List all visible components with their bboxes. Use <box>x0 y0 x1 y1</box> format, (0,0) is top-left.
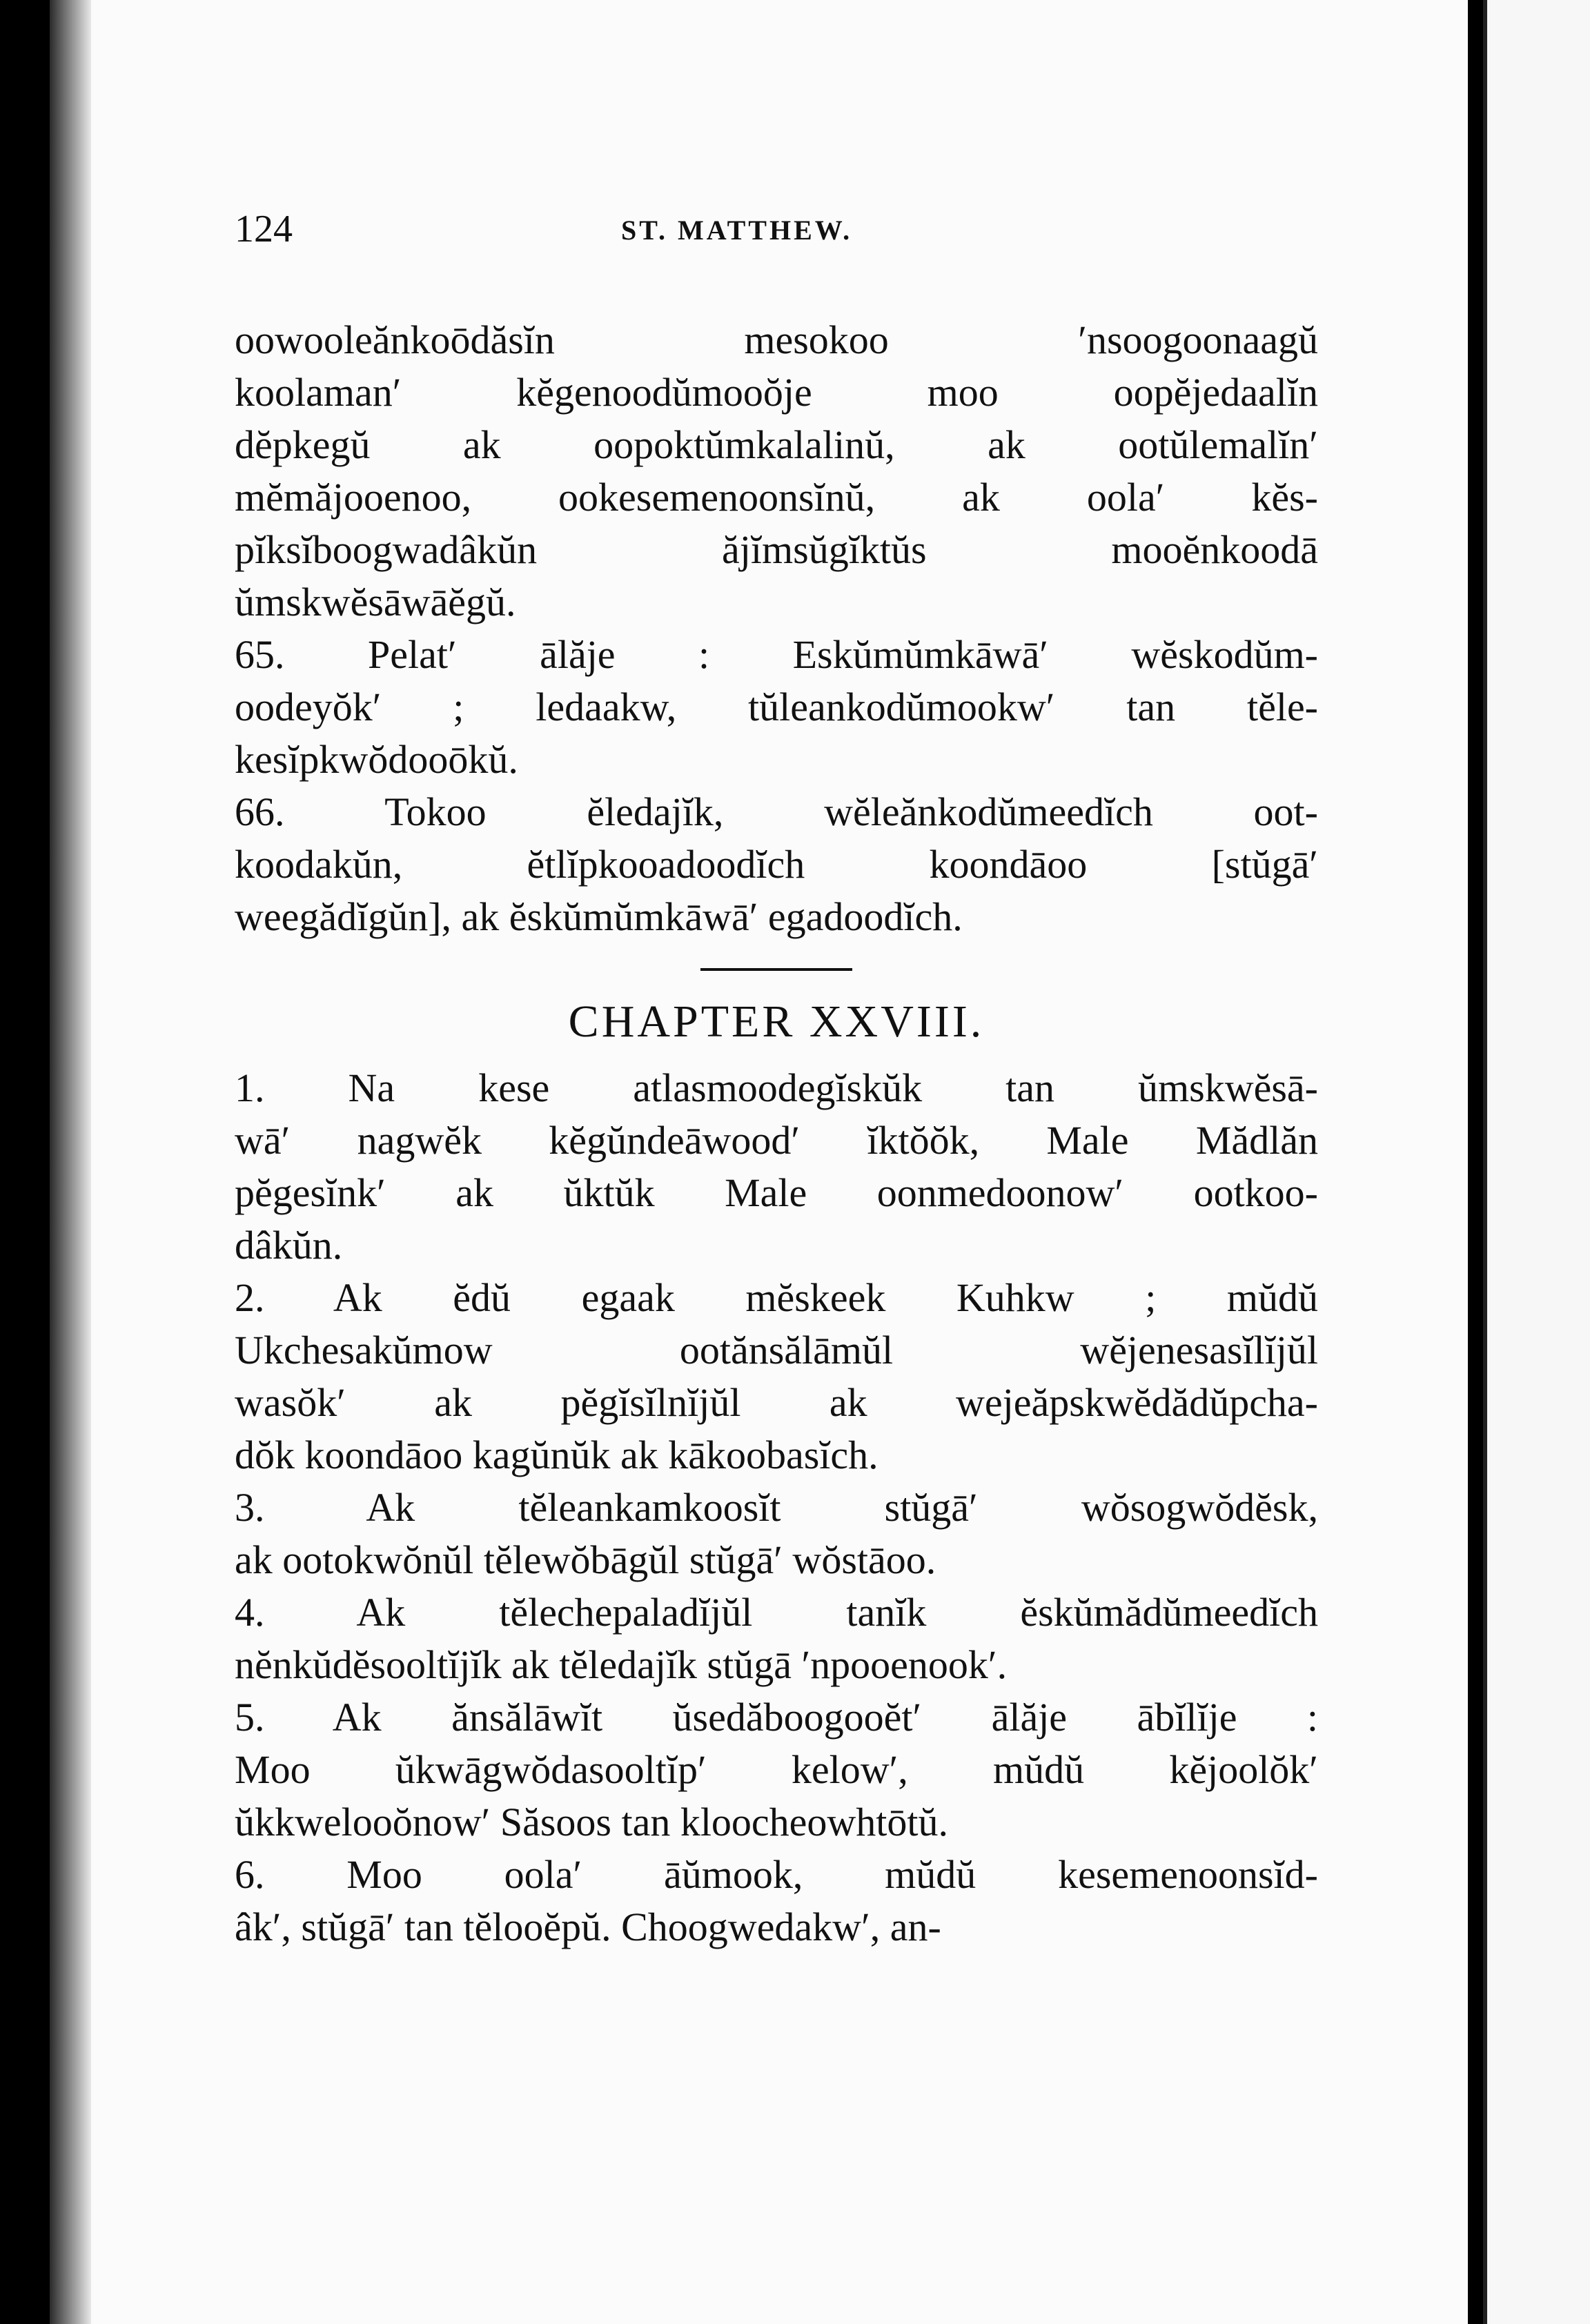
text-line: dŏk koondāoo kagŭnŭk ak kākoobasĭch. <box>235 1432 879 1477</box>
text-line: ŭkkwelooŏnow′ Săsoos tan kloocheowhtōtŭ. <box>235 1800 949 1844</box>
text-line: pĭksĭboogwadâkŭn ăjĭmsŭgĭktŭs mooĕnkoodā <box>235 527 1318 572</box>
next-page-edge <box>1483 0 1590 2324</box>
chapter-heading: CHAPTER XXVIII. <box>568 996 985 1047</box>
book-spine <box>50 0 91 2324</box>
text-line: 65. Pelat′ ālăje : Eskŭmŭmkāwā′ wĕskodŭm- <box>235 632 1318 677</box>
text-line: wā′ nagwĕk kĕgŭndeāwood′ ĭktŏŏk, Male Mădlăn <box>235 1118 1318 1163</box>
scan-left-edge <box>0 0 50 2324</box>
text-line: âk′, stŭgā′ tan tĕlooĕpŭ. Choogwedakw′, an- <box>235 1904 941 1949</box>
verses-after-chapter <box>235 1062 1318 1953</box>
text-line: Moo ŭkwāgwŏdasooltĭp′ kelow′, mŭdŭ kĕjoolŏk′ <box>235 1747 1318 1792</box>
running-head: ST. MATTHEW. <box>621 215 853 246</box>
page-body <box>235 314 1318 1953</box>
text-line: pĕgesĭnk′ ak ŭktŭk Male oonmedoonow′ ootkoo- <box>235 1170 1318 1215</box>
page-number: 124 <box>235 208 293 250</box>
text-line: ak ootokwŏnŭl tĕlewŏbāgŭl stŭgā′ wŏstāoo. <box>235 1537 936 1582</box>
text-line: koolaman′ kĕgenoodŭmooŏje moo oopĕjedaalĭn <box>235 370 1318 415</box>
text-line: 5. Ak ănsălāwĭt ŭsedăboogooĕt′ ālăje ābĭlĭje : <box>235 1695 1318 1740</box>
text-line: 3. Ak tĕleankamkoosĭt stŭgā′ wŏsogwŏdĕsk, <box>235 1485 1318 1530</box>
verses-before-chapter <box>235 314 1318 943</box>
text-line: oowooleănkoōdăsĭn mesokoo ′nsoogoonaagŭ <box>235 317 1318 362</box>
text-line: oodeyŏk′ ; ledaakw, tŭleankodŭmookw′ tan tĕle- <box>235 685 1318 729</box>
chapter-divider-rule <box>700 968 852 971</box>
text-line: 66. Tokoo ĕledajĭk, wĕleănkodŭmeedĭch oot- <box>235 789 1318 834</box>
text-line: nĕnkŭdĕsooltĭjĭk ak tĕledajĭk stŭgā ′npooenook′. <box>235 1642 1008 1687</box>
page-header <box>235 207 1325 262</box>
page-gutter <box>1468 0 1483 2324</box>
text-line: dĕpkegŭ ak oopoktŭmkalalinŭ, ak ootŭlemalĭn′ <box>235 422 1318 467</box>
text-line: ŭmskwĕsāwāĕgŭ. <box>235 580 516 624</box>
text-line: 6. Moo oola′ āŭmook, mŭdŭ kesemenoonsĭd- <box>235 1852 1318 1897</box>
text-line: 1. Na kese atlasmoodegĭskŭk tan ŭmskwĕsā- <box>235 1065 1318 1110</box>
text-line: wasŏk′ ak pĕgĭsĭlnĭjŭl ak wejeăpskwĕdădŭpcha- <box>235 1380 1318 1425</box>
text-line: weegădĭgŭn], ak ĕskŭmŭmkāwā′ egadoodĭch. <box>235 894 963 939</box>
text-line: 4. Ak tĕlechepaladĭjŭl tanĭk ĕskŭmădŭmeedĭch <box>235 1590 1318 1635</box>
text-line: kesĭpkwŏdooōkŭ. <box>235 737 518 782</box>
text-line: dâkŭn. <box>235 1223 343 1268</box>
text-line: Ukchesakŭmow ootănsălāmŭl wĕjenesasĭlĭjŭl <box>235 1328 1318 1372</box>
text-line: mĕmăjooenoo, ookesemenoonsĭnŭ, ak oola′ kĕs- <box>235 475 1318 520</box>
text-line: koodakŭn, ĕtlĭpkooadoodĭch koondāoo [stŭgā′ <box>235 842 1318 887</box>
text-line: 2. Ak ĕdŭ egaak mĕskeek Kuhkw ; mŭdŭ <box>235 1275 1318 1320</box>
